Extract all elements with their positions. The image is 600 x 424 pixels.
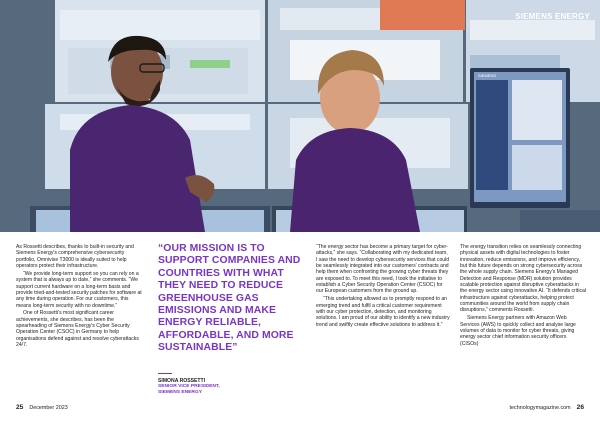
quote-divider — [158, 373, 172, 374]
paragraph: The energy transition relies on seamlessly connecting physical assets with digital technologies to foster innovation, reduce emissions, and improve efficiency, but this future depends on strong cybersecurity across the whole supply chain. Siemens Energy's Managed Detection and Response (MDR) solution provides scalable protection against disruptive cyberattacks in the energy sector using innovative AI. “It defends critical infrastructure against cyberattacks, helping protect communities around the world from supply chain disruptions,” comments Rossetti. — [460, 244, 586, 314]
paragraph: As Rossetti describes, thanks to built-in security and Siemens Energy's comprehensive cybersecurity portfolio, Omnivise T3000 is ideally suited to help operators protect their infrastructure. — [16, 244, 134, 270]
issue-date: December 2023 — [29, 405, 68, 411]
footer-right — [510, 404, 584, 411]
paragraph: Siemens Energy partners with Amazon Web Services (AWS) to quickly collect and analyse large volumes of data to monitor for cyber threats, giving energy sector chief information security officers (CISOs) — [460, 315, 576, 347]
paragraph: “We provide long-term support so you can rely on a system that is always up to date,” she comments. “We support current hardware on a long-term basis and provide tried-and-tested security patches for software at any time during operation. For our customers, this means long-term security with no downtime.” — [16, 270, 142, 309]
quote-author-name: SIMONA ROSSETTI — [158, 378, 206, 384]
footer-left — [16, 404, 68, 411]
paragraph: “The energy sector has become a primary target for cyber-attacks,” she says. “Collaborating with my dedicated team, I saw the need to develop cybersecurity services that could be seamlessly integrated into our customers' contracts and help them when confronting the growing cyber threats they are exposed to. To meet this need, I took the initiative to establish a Cyber Security Operation Center (CSOC) for our European customers from the ground up. — [316, 244, 450, 295]
page-number-left: 25 — [16, 404, 24, 411]
page-number-right: 26 — [576, 404, 584, 411]
paragraph: “This undertaking allowed us to promptly respond to an emerging trend and fulfil a critical customer requirement with our cyber protection, detection, and monitoring solutions. I am proud of our ability to identify a new industry trend and swiftly create effective solutions to address it.” — [316, 296, 450, 328]
quote-author-role: SENIOR VICE PRESIDENT, SIEMENS ENERGY — [158, 384, 220, 395]
brand-logo: SIEMENS ENERGY — [515, 12, 590, 21]
article-column-3 — [316, 244, 450, 329]
website-link[interactable]: technologymagazine.com — [509, 405, 571, 411]
monitor-label: SIEMENS — [478, 73, 497, 78]
paragraph: One of Rossetti's most significant career achievements, she describes, has been the spearheading of Siemens Energy's Cyber Security Operation Center (CSOC) in Germany to help organisations defend against and resolve cyberattacks 24/7. — [16, 310, 139, 349]
pull-quote: “OUR MISSION IS TO SUPPORT COMPANIES AND COUNTRIES WITH WHAT THEY NEED TO REDUCE GREENHOUSE GAS EMISSIONS AND MAKE ENERGY RELIABLE, AFFORDABLE, AND MORE SUSTAINABLE” — [158, 243, 301, 354]
article-column-4 — [460, 244, 586, 349]
article-column-1 — [16, 244, 144, 350]
